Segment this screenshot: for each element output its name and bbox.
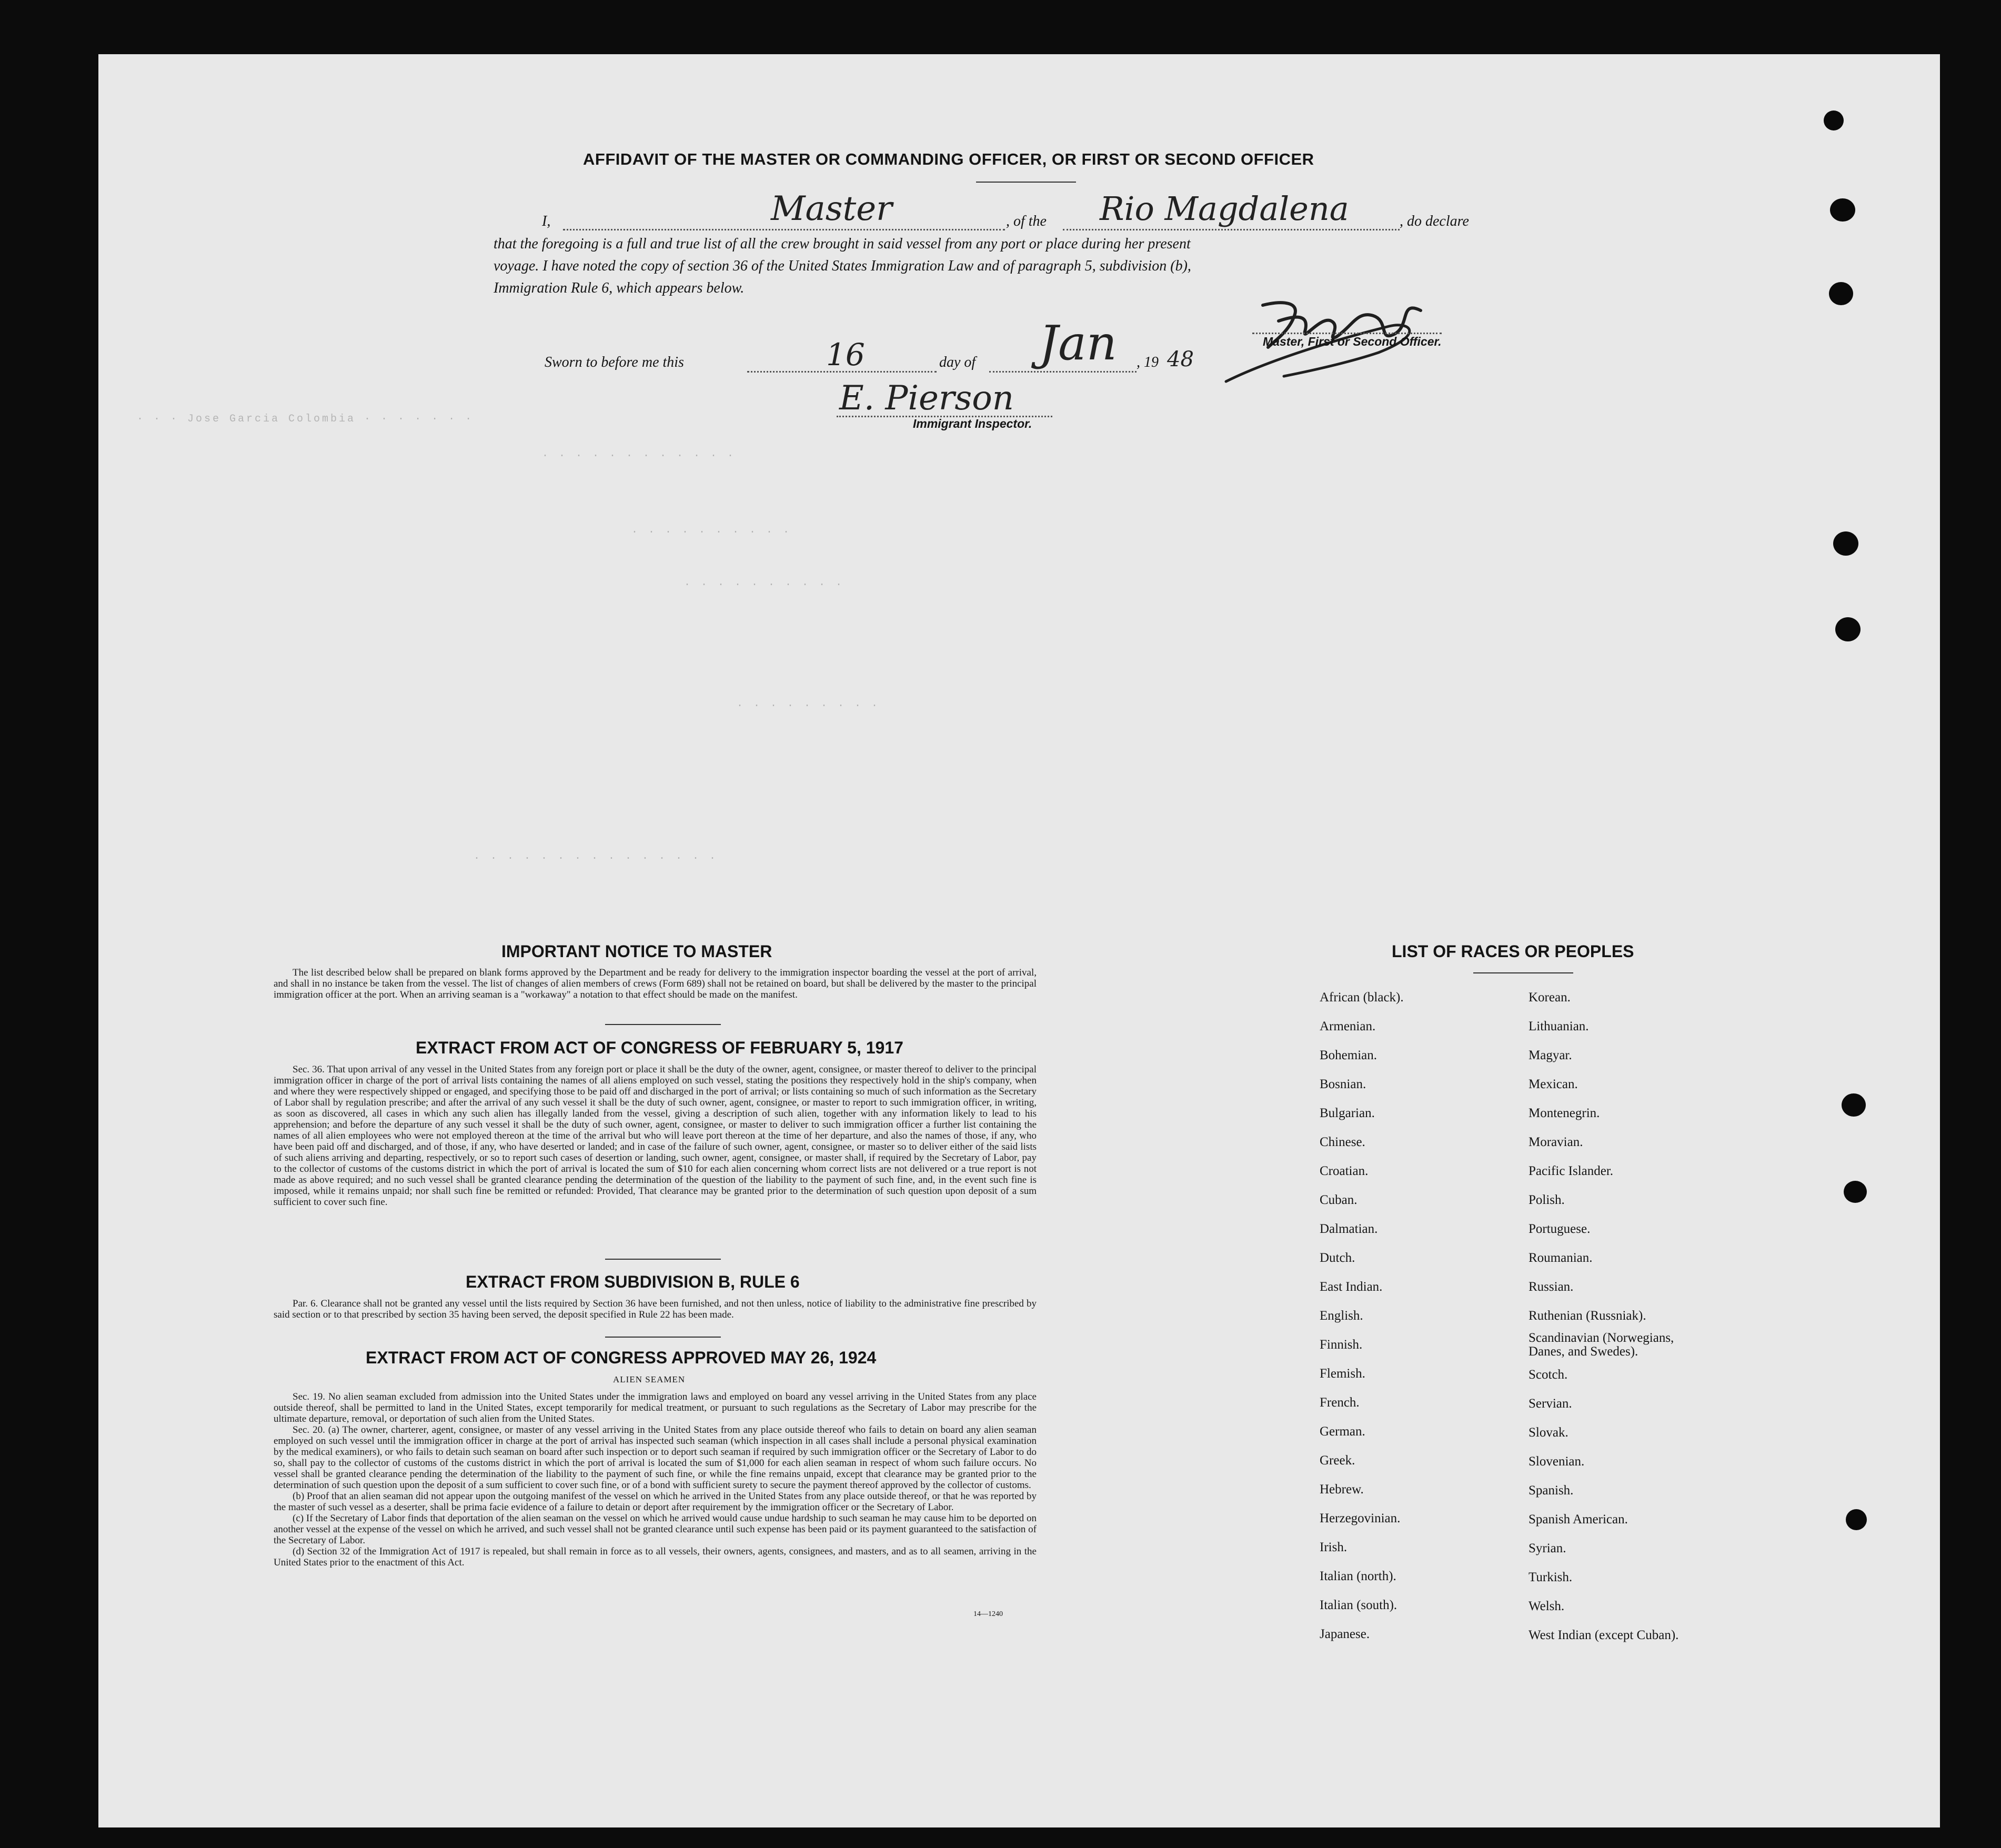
sworn-text: Sworn to before me this xyxy=(545,354,684,370)
punch-hole xyxy=(1844,1181,1867,1203)
day-handwritten: 16 xyxy=(826,337,865,373)
declaration-of-the: , of the xyxy=(1006,213,1047,229)
race-item: Finnish. xyxy=(1320,1338,1363,1352)
section-rule xyxy=(605,1337,721,1338)
race-item: Irish. xyxy=(1320,1540,1348,1554)
affidavit-heading: AFFIDAVIT OF THE MASTER OR COMMANDING OFFICER, OR FIRST OR SECOND OFFICER xyxy=(583,150,1314,168)
race-item: Syrian. xyxy=(1529,1541,1566,1555)
race-item: Bulgarian. xyxy=(1320,1106,1375,1120)
extract-rule6-heading: EXTRACT FROM SUBDIVISION B, RULE 6 xyxy=(466,1272,800,1291)
race-item: African (black). xyxy=(1320,990,1404,1005)
race-item: Dutch. xyxy=(1320,1251,1355,1265)
declaration-line-2: that the foregoing is a full and true list of all the crew brought in said vessel from any port or place during her present xyxy=(494,236,1191,252)
extract-1917-text: Sec. 36. That upon arrival of any vessel in the United States from any foreign port or place it shall be the duty of the owner, agent, consignee, or master thereof to deliver to the principal immigration officer in charge of the port of arrival lists containing the names of all aliens employed on such vessel, stating the positions they respectively hold in the ship's company, when and where they were respectively shipped or engaged, and specifying those to be paid off and discharged in the port of arrival; or lists containing so much of such information as the Secretary of Labor shall by regulation prescribe; and after the arrival of any such vessel it shall be the duty of such owner, agent, consignee, or master to report to such immigration officer, in writing, as soon as discovered, all cases in which any such alien has illegally landed from the vessel, giving a description of such alien, together with any information likely to lead to his apprehension; and before the departure of any such vessel it shall be the duty of such owner, agent, consignee, or master to deliver to such immigration officer a further list containing the names of all alien employees who were not employed thereon at the time of the arrival but who will leave port thereon at the time of her departure, and also the names of those, if any, who have been paid off and discharged, and of those, if any, who have deserted or landed; and in case of the failure of such owner, agent, consignee, or master so to deliver either of the said lists of such aliens arriving and departing, respectively, or so to report such cases of desertion or landing, such owner, agent, consignee, or master shall, if required by the Secretary of Labor, pay to the collector of customs of the customs district in which the port of arrival is located the sum of $10 for each alien concerning whom correct lists are not delivered or a true report is not made as above required; and no such vessel shall be granted clearance pending the determination of the question of the liability to the payment of such fine, and, in the event such fine is imposed, while it remains unpaid; nor shall such fine be remitted or refunded: Provided, That clearance may be granted prior to the determination of such question upon deposit of a sum sufficient to cover such fine. xyxy=(274,1064,1037,1208)
punch-hole xyxy=(1829,282,1853,305)
race-item: Bosnian. xyxy=(1320,1077,1366,1091)
vessel-line xyxy=(1063,229,1400,230)
vessel-handwritten: Rio Magdalena xyxy=(1100,189,1349,228)
inspector-caption: Immigrant Inspector. xyxy=(913,417,1032,430)
declaration-do-declare: , do declare xyxy=(1400,213,1469,229)
section-rule xyxy=(1473,972,1573,973)
punch-hole xyxy=(1824,111,1844,130)
race-item: Herzegovinian. xyxy=(1320,1511,1401,1525)
declaration-line-3: voyage. I have noted the copy of section 36 of the United States Immigration Law and of paragraph 5, subdivision (b), xyxy=(494,258,1191,274)
punch-hole xyxy=(1842,1093,1866,1117)
race-item: German. xyxy=(1320,1424,1365,1439)
day-of-text: day of xyxy=(939,354,976,370)
race-item: Polish. xyxy=(1529,1193,1565,1207)
race-item: Roumanian. xyxy=(1529,1251,1593,1265)
bleed-through-text: · · · · · · · · · · · · · · · xyxy=(474,852,718,865)
race-item: Japanese. xyxy=(1320,1627,1370,1641)
race-item: Montenegrin. xyxy=(1529,1106,1600,1120)
month-handwritten: Jan xyxy=(1039,316,1117,371)
punch-hole xyxy=(1846,1509,1867,1530)
race-item: Scotch. xyxy=(1529,1368,1568,1382)
race-item: French. xyxy=(1320,1395,1360,1410)
signature-caption: Master, First or Second Officer. xyxy=(1263,335,1442,348)
inspector-signature: E. Pierson xyxy=(839,379,1014,418)
punch-hole xyxy=(1835,617,1861,641)
master-signature xyxy=(1221,284,1442,384)
rank-line xyxy=(563,229,1005,230)
race-item: East Indian. xyxy=(1320,1280,1383,1294)
race-item: Italian (north). xyxy=(1320,1569,1396,1583)
year-prefix: , 19 xyxy=(1137,354,1159,370)
bleed-through-text: · · · Jose Garcia Colombia · · · · · · · xyxy=(137,413,474,425)
race-item: Hebrew. xyxy=(1320,1482,1364,1497)
bleed-through-text: · · · · · · · · · · xyxy=(631,526,792,538)
form-number: 14—1240 xyxy=(973,1610,1003,1618)
bleed-through-text: · · · · · · · · · · xyxy=(684,579,844,591)
declaration-line-4: Immigration Rule 6, which appears below. xyxy=(494,280,745,296)
race-item: Slovenian. xyxy=(1529,1454,1585,1469)
race-item: Pacific Islander. xyxy=(1529,1164,1614,1178)
notice-heading: IMPORTANT NOTICE TO MASTER xyxy=(501,942,772,961)
race-item: Chinese. xyxy=(1320,1135,1365,1149)
signature-line xyxy=(1252,333,1442,334)
declaration-i: I, xyxy=(542,213,551,229)
extract-1924-heading: EXTRACT FROM ACT OF CONGRESS APPROVED MAY 26, 1924 xyxy=(366,1348,877,1367)
race-item: Mexican. xyxy=(1529,1077,1578,1091)
races-left-column xyxy=(1320,983,1404,1649)
races-right-column xyxy=(1529,983,1749,1650)
race-item: Portuguese. xyxy=(1529,1222,1591,1236)
extract-1924-subheading: ALIEN SEAMEN xyxy=(613,1374,686,1384)
heading-rule xyxy=(976,182,1076,183)
extract-rule6-text: Par. 6. Clearance shall not be granted any vessel until the lists required by Section 36 have been furnished, and not then unless, notice of liability to the administrative fine prescribed by said section or to that prescribed by section 35 having been served, the deposit specified in Rule 22 has been made. xyxy=(274,1298,1037,1320)
race-item: Turkish. xyxy=(1529,1570,1573,1584)
race-item: Bohemian. xyxy=(1320,1048,1377,1062)
rank-handwritten: Master xyxy=(771,189,892,228)
races-heading: LIST OF RACES OR PEOPLES xyxy=(1392,942,1634,961)
race-item: Lithuanian. xyxy=(1529,1019,1589,1033)
bleed-through-text: · · · · · · · · · xyxy=(737,700,880,712)
punch-hole xyxy=(1833,531,1858,556)
race-item: Armenian. xyxy=(1320,1019,1376,1033)
notice-text: The list described below shall be prepared on blank forms approved by the Department and be ready for delivery to the immigration inspector boarding the vessel at the port of arrival, and shall in no instance be taken from the vessel. The list of changes of alien members of crews (Form 689) shall not be retained on board, but shall be delivered by the master to the principal immigration officer at the port. When an arriving seaman is a "workaway" a notation to that effect should be made on the manifest. xyxy=(274,967,1037,1000)
race-item: Spanish. xyxy=(1529,1483,1574,1498)
race-item: Servian. xyxy=(1529,1397,1572,1411)
race-item: Korean. xyxy=(1529,990,1571,1005)
extract-1924-text: Sec. 19. No alien seaman excluded from admission into the United States under the immigration laws and employed on board any vessel arriving in the United States from any place outside thereof, shall be permitted to land in the United States, except temporarily for medical treatment, or pursuant to such regulations as the Secretary of Labor may prescribe for the ultimate departure, removal, or deportation of such alien from the United States. Sec. 20. (a) The owner, charterer, agent, consignee, or master of any vessel arriving in the United States from any place outside thereof who fails to detain on board any alien seaman employed on such vessel until the immigration officer in charge at the port of arrival has inspected such seaman (which inspection in all cases shall include a personal physical examination by the medical examiners), or who fails to detain such seaman on board after such inspection or to deport such seaman if required by such immigration officer or the Secretary of Labor to do so, shall pay to the collector of customs of the customs district in which the port of arrival is located the sum of $1,000 for each alien seaman in respect of whom such failure occurs. No vessel shall be granted clearance pending the determination of the liability to the payment of such fine, or while the fine remains unpaid, except that clearance may be granted prior to the determination of such question upon the deposit of a sum sufficient to cover such fine, or of a bond with sufficient surety to secure the payment thereof approved by the collector of customs. (b) Proof that an alien seaman did not appear upon the outgoing manifest of the vessel on which he arrived in the United States from any place outside thereof, or that he was reported by the master of such vessel as a deserter, shall be prima facie evidence of a failure to detain or deport after requirement by the immigration officer or the Secretary of Labor. (c) If the Secretary of Labor finds that deportation of the alien seaman on the vessel on which he arrived would cause undue hardship to such seaman he may cause him to be deported on another vessel at the expense of the vessel on which he arrived, and such vessel shall not be granted clearance until such expense has been paid or its payment guaranteed to the satisfaction of the Secretary of Labor. (d) Section 32 of the Immigration Act of 1917 is repealed, but shall remain in force as to all vessels, their owners, agents, consignees, and masters, and as to all seamen, arriving in the United States prior to the enactment of this Act. xyxy=(274,1391,1037,1568)
race-item: Spanish American. xyxy=(1529,1512,1628,1526)
race-item: Ruthenian (Russniak). xyxy=(1529,1309,1646,1323)
race-item: Flemish. xyxy=(1320,1367,1365,1381)
race-item: Greek. xyxy=(1320,1453,1355,1468)
race-item: Dalmatian. xyxy=(1320,1222,1378,1236)
extract-1917-heading: EXTRACT FROM ACT OF CONGRESS OF FEBRUARY 5, 1917 xyxy=(416,1038,903,1057)
race-item: West Indian (except Cuban). xyxy=(1529,1628,1679,1642)
race-item: Russian. xyxy=(1529,1280,1574,1294)
section-rule xyxy=(605,1259,721,1260)
race-item: Slovak. xyxy=(1529,1425,1568,1440)
race-item: Moravian. xyxy=(1529,1135,1583,1149)
year-handwritten: 48 xyxy=(1167,347,1194,371)
scan-border xyxy=(1940,54,1972,1827)
race-item: Welsh. xyxy=(1529,1599,1565,1613)
month-line xyxy=(989,371,1137,373)
race-item: Italian (south). xyxy=(1320,1598,1397,1612)
race-item: Croatian. xyxy=(1320,1164,1369,1178)
race-item: Scandinavian (Norwegians, Danes, and Swedes). xyxy=(1529,1331,1674,1359)
race-item: English. xyxy=(1320,1309,1363,1323)
race-item: Cuban. xyxy=(1320,1193,1358,1207)
bleed-through-text: · · · · · · · · · · · · xyxy=(542,450,736,462)
section-rule xyxy=(605,1024,721,1025)
punch-hole xyxy=(1830,198,1855,222)
race-item: Magyar. xyxy=(1529,1048,1572,1062)
